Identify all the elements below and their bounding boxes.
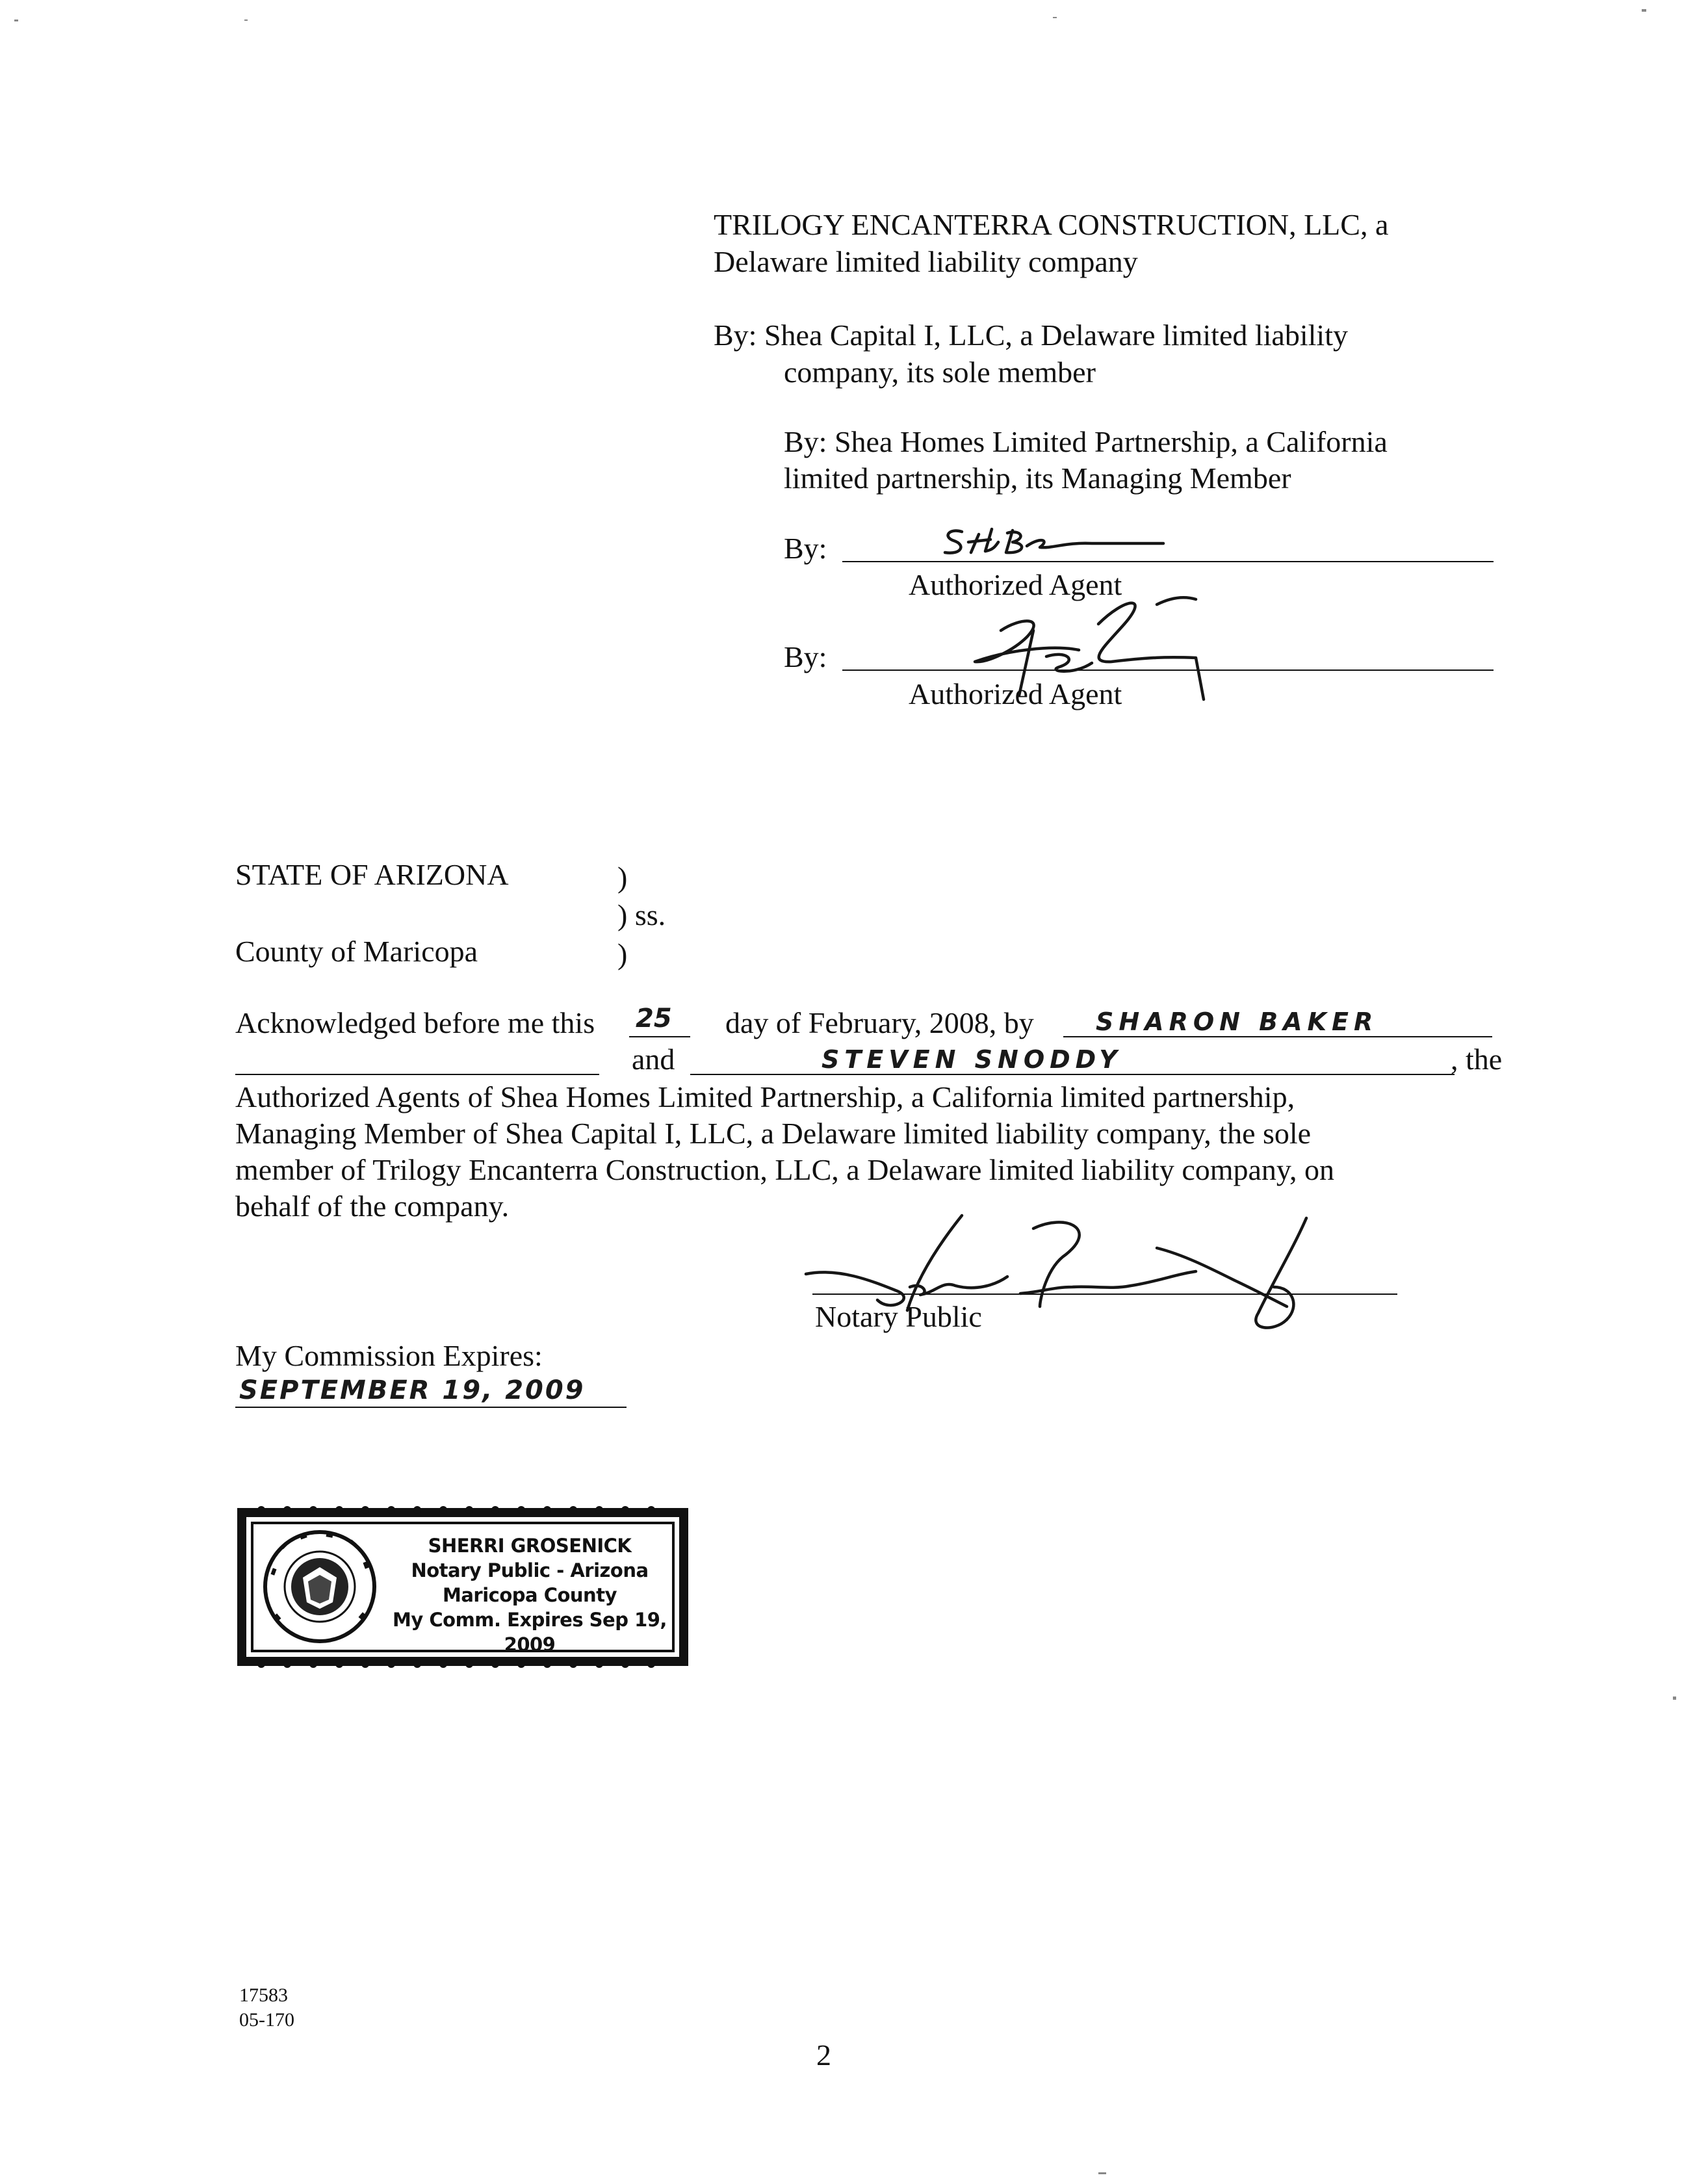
scan-speck [244,20,248,21]
form-number: 05-170 [239,2009,294,2031]
scan-speck [1098,2172,1106,2174]
authorized-agent-caption-1: Authorized Agent [909,568,1122,601]
ack-and: and [632,1043,675,1076]
ack-line-5: member of Trilogy Encanterra Construction, LLC, a Delaware limited liability company, on [235,1153,1334,1186]
doc-number: 17583 [239,1984,288,2006]
handwritten-commission-date: SEPTEMBER 19, 2009 [239,1375,586,1405]
notary-seal-stamp [235,1505,690,1669]
venue-county: County of Maricopa [235,935,478,968]
ack-line-6: behalf of the company. [235,1190,510,1223]
by-label-2: By: [784,640,827,673]
and-left-blank-line [235,1074,599,1075]
ack-the: , the [1451,1043,1503,1076]
day-blank-line [629,1036,690,1037]
commission-label: My Commission Expires: [235,1339,543,1372]
seal-county: Maricopa County [443,1584,617,1606]
ack-line-3: Authorized Agents of Shea Homes Limited Partnership, a California limited partnership, [235,1080,1295,1113]
by-shea-homes-line-1: By: Shea Homes Limited Partnership, a California [784,425,1388,458]
venue-ss: ) ss. [617,898,666,931]
handwritten-name-2: STEVEN SNODDY [822,1045,1122,1074]
page-number: 2 [816,2038,831,2072]
seal-notary-name: SHERRI GROSENICK [428,1535,632,1557]
venue-state: STATE OF ARIZONA [235,858,509,891]
scan-speck [1053,17,1057,18]
authorized-agent-caption-2: Authorized Agent [909,677,1122,710]
venue-paren-bottom: ) [617,937,628,970]
commission-date-line [235,1407,627,1408]
seal-notary-title: Notary Public - Arizona [411,1559,649,1581]
ack-prefix: Acknowledged before me this [235,1006,595,1039]
company-line-1: TRILOGY ENCANTERRA CONSTRUCTION, LLC, a [714,208,1389,241]
by-shea-homes-line-2: limited partnership, its Managing Member [784,462,1291,495]
company-line-2: Delaware limited liability company [714,245,1138,278]
handwritten-signature-1 [936,520,1170,566]
handwritten-name-1: SHARON BAKER [1096,1008,1378,1036]
name1-blank-line [1063,1036,1492,1037]
ack-line-4: Managing Member of Shea Capital I, LLC, a Delaware limited liability company, the sole [235,1117,1312,1150]
scan-speck [1642,9,1646,12]
scan-speck [1673,1696,1676,1700]
notary-public-caption: Notary Public [815,1300,982,1333]
name2-blank-line [690,1074,1455,1075]
by-label-1: By: [784,532,827,565]
handwritten-day: 25 [636,1004,672,1034]
scan-speck [14,20,18,21]
by-shea-capital-line-2: company, its sole member [784,356,1096,389]
ack-mid: day of February, 2008, by [725,1006,1034,1039]
seal-expiration: My Comm. Expires Sep 19, 2009 [393,1609,667,1656]
by-shea-capital-line-1: By: Shea Capital I, LLC, a Delaware limited liability [714,318,1348,352]
venue-paren-top: ) [617,861,628,894]
